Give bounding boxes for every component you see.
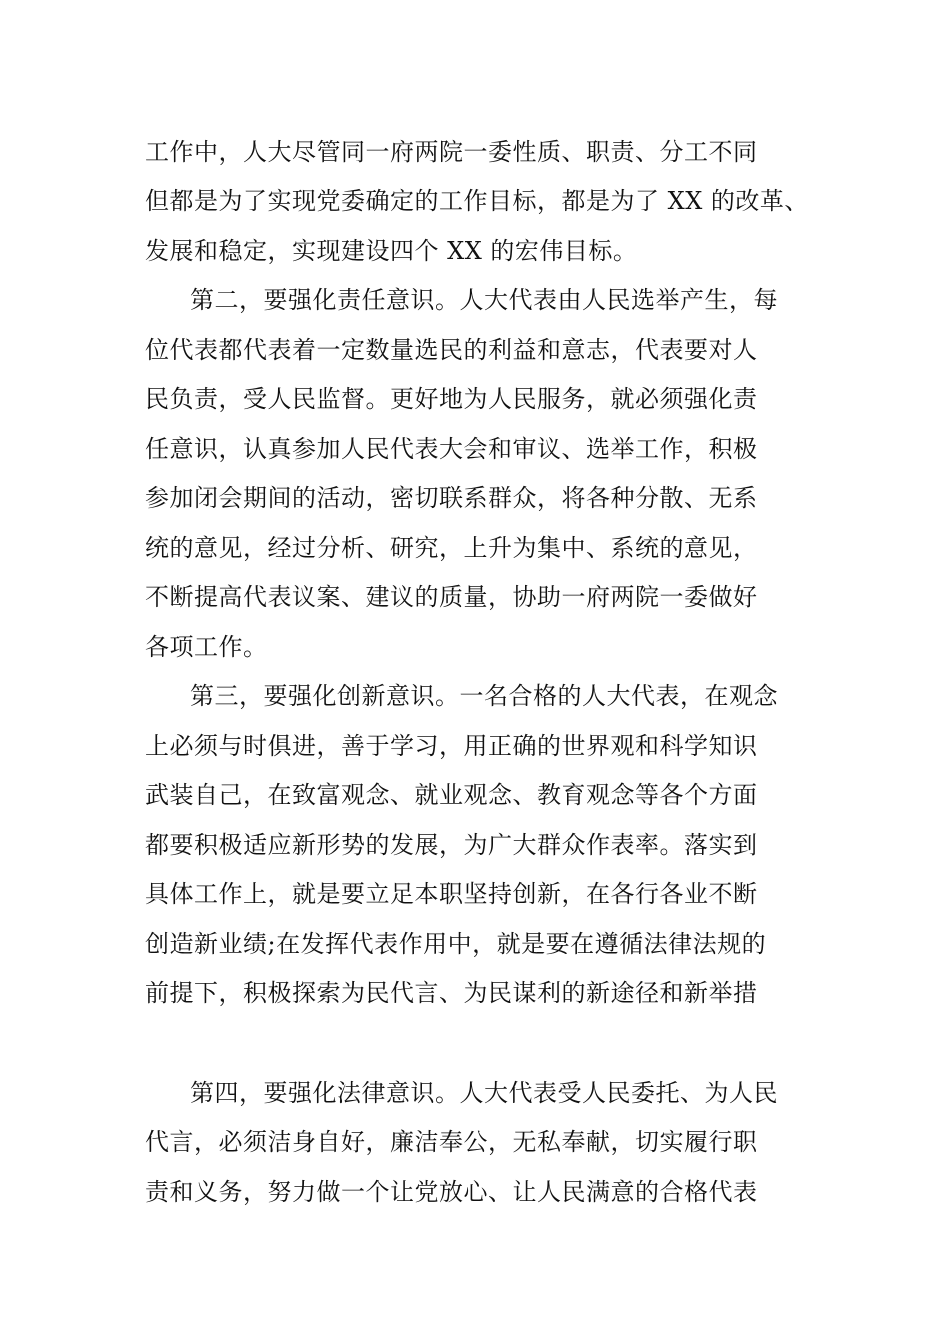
text-line: 位代表都代表着一定数量选民的利益和意志，代表要对人 xyxy=(145,336,758,364)
paragraph-start-line: 第三，要强化创新意识。一名合格的人大代表，在观念 xyxy=(190,682,778,710)
text-line: 武装自己，在致富观念、就业观念、教育观念等各个方面 xyxy=(145,781,758,809)
text-line: 统的意见，经过分析、研究，上升为集中、系统的意见， xyxy=(145,534,758,562)
paragraph-start-line: 第四，要强化法律意识。人大代表受人民委托、为人民 xyxy=(190,1079,778,1107)
text-line: 创造新业绩;在发挥代表作用中，就是要在遵循法律法规的 xyxy=(145,930,767,958)
text-line: 不断提高代表议案、建议的质量，协助一府两院一委做好 xyxy=(145,583,758,611)
text-line: 工作中，人大尽管同一府两院一委性质、职责、分工不同 xyxy=(145,138,758,166)
text-line: 各项工作。 xyxy=(145,633,268,661)
text-line: 都要积极适应新形势的发展，为广大群众作表率。落实到 xyxy=(145,831,758,859)
text-line: 发展和稳定，实现建设四个 XX 的宏伟目标。 xyxy=(145,237,638,265)
text-line: 参加闭会期间的活动，密切联系群众，将各种分散、无系 xyxy=(145,484,758,512)
text-line: 任意识，认真参加人民代表大会和审议、选举工作，积极 xyxy=(145,435,758,463)
text-line: 但都是为了实现党委确定的工作目标，都是为了 XX 的改革、 xyxy=(145,187,809,215)
paragraph-start-line: 第二，要强化责任意识。人大代表由人民选举产生，每 xyxy=(190,286,778,314)
text-line: 具体工作上，就是要立足本职坚持创新，在各行各业不断 xyxy=(145,880,758,908)
text-line: 代言，必须洁身自好，廉洁奉公，无私奉献，切实履行职 xyxy=(145,1128,758,1156)
text-line: 上必须与时俱进，善于学习，用正确的世界观和科学知识 xyxy=(145,732,758,760)
text-line: 责和义务，努力做一个让党放心、让人民满意的合格代表 xyxy=(145,1178,758,1206)
text-line: 民负责，受人民监督。更好地为人民服务，就必须强化责 xyxy=(145,385,758,413)
text-line: 前提下，积极探索为民代言、为民谋利的新途径和新举措 xyxy=(145,979,758,1007)
